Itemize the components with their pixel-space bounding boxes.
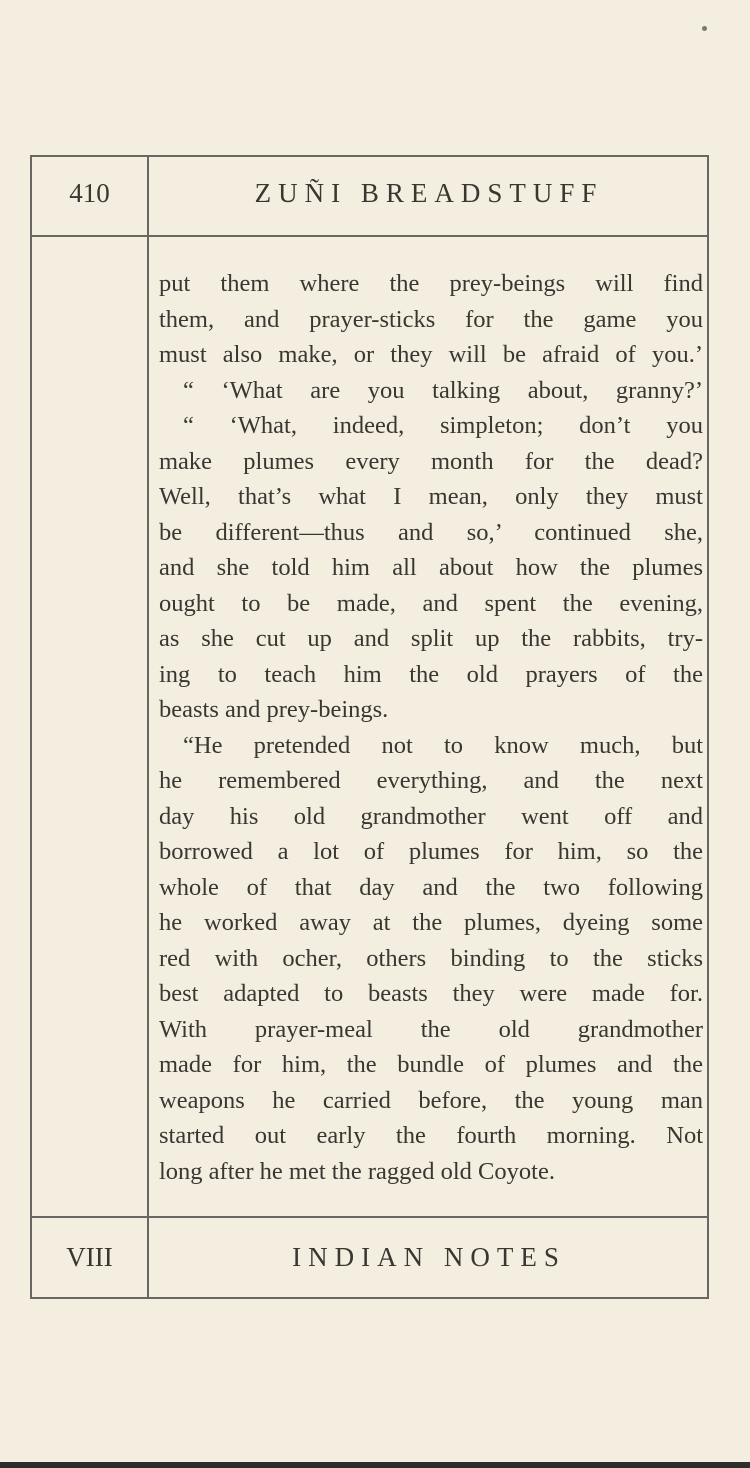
scan-edge — [0, 1462, 750, 1468]
text-line: long after he met the ragged old Coyote. — [159, 1157, 555, 1185]
page-number: 410 — [69, 178, 110, 208]
column-divider — [147, 155, 149, 1297]
text-line: beasts and prey-beings. — [159, 696, 389, 723]
text-line: “He pretended not to know much, but — [183, 731, 703, 759]
text-line: make plumes every month for the dead? — [159, 447, 703, 475]
text-line: ought to be made, and spent the evening, — [159, 589, 703, 617]
text-line: put them where the prey-beings will find — [159, 270, 703, 297]
text-line: made for him, the bundle of plumes and the — [159, 1051, 703, 1078]
text-line: borrowed a lot of plumes for him, so the — [159, 838, 703, 865]
text-line: them, and prayer-sticks for the game you — [159, 305, 703, 333]
text-line: whole of that day and the two following — [159, 873, 703, 901]
header-rule — [30, 235, 709, 237]
text-line: “ ‘What are you talking about, granny?’ — [183, 376, 703, 404]
text-line: red with ocher, others binding to the sticks — [159, 944, 703, 972]
text-line: must also make, or they will be afraid of you.’ — [159, 341, 703, 368]
text-line: he remembered everything, and the next — [159, 767, 703, 794]
text-line: started out early the fourth morning. Not — [159, 1122, 703, 1149]
running-title: ZUÑI BREADSTUFF — [254, 178, 604, 208]
text-line: be different—thus and so,’ continued she, — [159, 518, 703, 546]
text-line: best adapted to beasts they were made for. — [159, 980, 703, 1007]
text-line: ing to teach him the old prayers of the — [159, 660, 703, 688]
text-line: weapons he carried before, the young man — [159, 1086, 703, 1114]
footer-rule — [30, 1216, 709, 1218]
speck — [702, 26, 707, 31]
series-title: INDIAN NOTES — [292, 1242, 566, 1272]
text-line: and she told him all about how the plumes — [159, 554, 703, 581]
text-line: he worked away at the plumes, dyeing some — [159, 909, 703, 936]
text-line: day his old grandmother went off and — [159, 802, 703, 830]
text-line: With prayer-meal the old grandmother — [159, 1015, 703, 1043]
text-line: “ ‘What, indeed, simpleton; don’t you — [183, 412, 703, 439]
body-text — [159, 266, 703, 1189]
signature-mark: VIII — [66, 1242, 113, 1272]
text-line: as she cut up and split up the rabbits, try- — [159, 625, 703, 652]
text-line: Well, that’s what I mean, only they must — [159, 483, 703, 510]
